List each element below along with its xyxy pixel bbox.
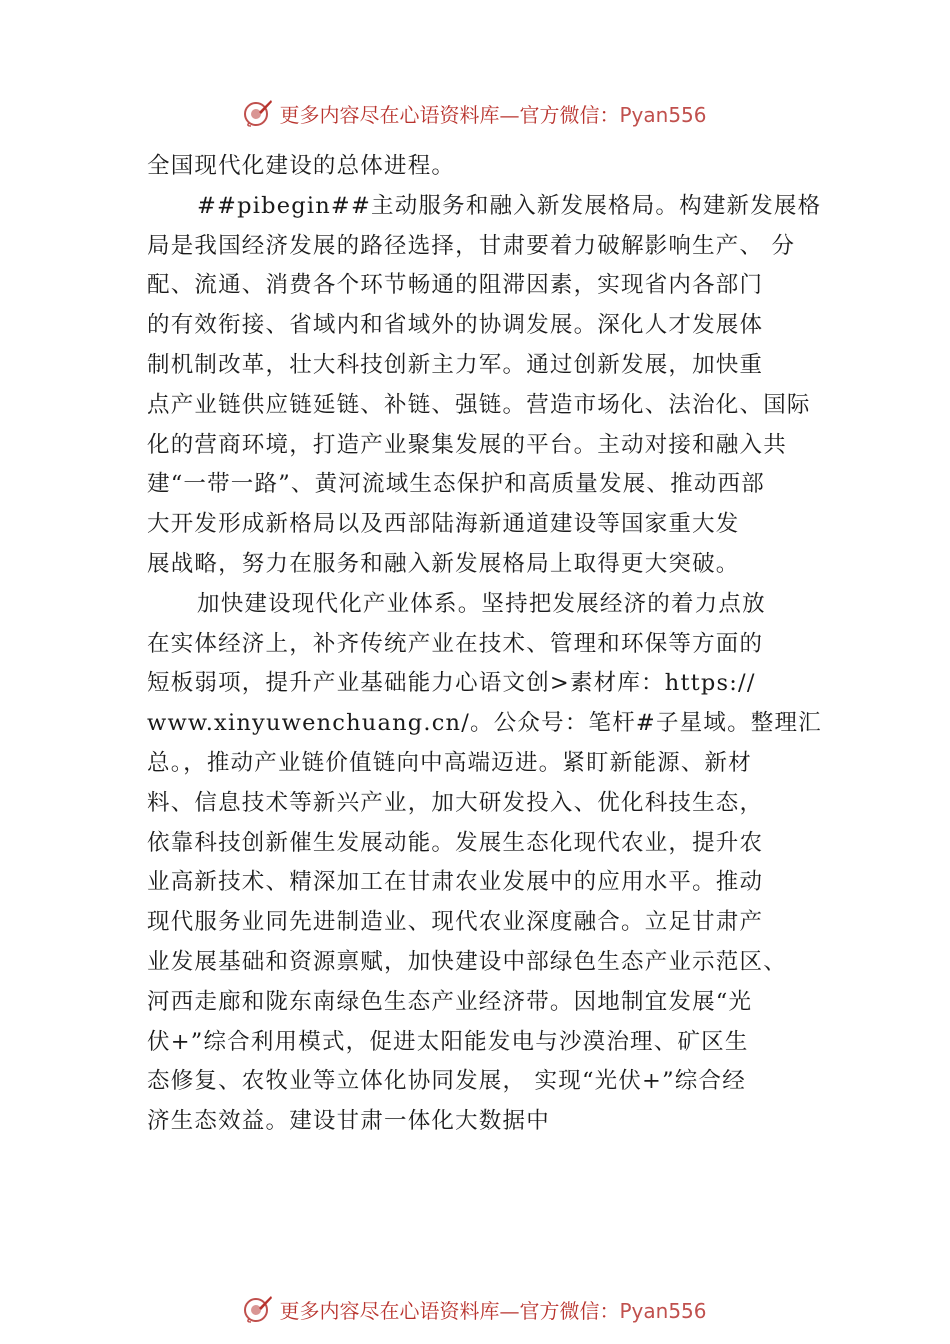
text-line: 展战略，努力在服务和融入新发展格局上取得更大突破。 — [147, 550, 740, 577]
text-line: 态修复、农牧业等立体化协同发展， 实现“光伏+”综合经 — [147, 1068, 746, 1095]
footer-banner — [0, 1292, 950, 1326]
text-line: 配、流通、消费各个环节畅通的阻滞因素，实现省内各部门 — [147, 272, 764, 299]
text-line: 短板弱项，提升产业基础能力心语文创>素材库：https:// — [147, 670, 756, 697]
footer-banner-text — [279, 1295, 706, 1324]
text-line: 点产业链供应链延链、补链、强链。营造市场化、法治化、国际 — [147, 391, 811, 418]
text-line: 济生态效益。建设甘肃一体化大数据中 — [147, 1108, 550, 1135]
footer-wechat-id: Pyan556 — [619, 1298, 707, 1323]
header-banner-label: 更多内容尽在心语资料库—官方微信： — [279, 102, 620, 127]
text-line: 料、信息技术等新兴产业，加大研发投入、优化科技生态， — [147, 789, 764, 816]
footer-banner-label: 更多内容尽在心语资料库—官方微信： — [279, 1298, 620, 1323]
text-line: 全国现代化建设的总体进程。 — [147, 153, 456, 179]
text-line: 建“一带一路”、黄河流域生态保护和高质量发展、推动西部 — [147, 471, 765, 498]
text-line: 加快建设现代化产业体系。坚持把发展经济的着力点放 — [197, 590, 766, 617]
text-line: 业发展基础和资源禀赋，加快建设中部绿色生态产业示范区、 — [147, 948, 787, 975]
header-wechat-id: Pyan556 — [619, 102, 707, 127]
header-banner — [0, 96, 950, 130]
text-line: 化的营商环境，打造产业聚集发展的平台。主动对接和融入共 — [147, 431, 787, 458]
text-line: 在实体经济上，补齐传统产业在技术、管理和环保等方面的 — [147, 630, 764, 657]
text-line: 总。，推动产业链价值链向中高端迈进。紧盯新能源、新材 — [147, 749, 752, 776]
text-line: 局是我国经济发展的路径选择，甘肃要着力破解影响生产、 分 — [147, 232, 796, 259]
text-line: 河西走廊和陇东南绿色生态产业经济带。因地制宜发展“光 — [147, 988, 753, 1015]
text-line: 大开发形成新格局以及西部陆海新通道建设等国家重大发 — [147, 511, 740, 538]
text-line: 依靠科技创新催生发展动能。发展生态化现代农业，提升农 — [147, 829, 764, 856]
header-banner-text — [279, 99, 706, 128]
document-body — [147, 147, 822, 1142]
text-line: 业高新技术、精深加工在甘肃农业发展中的应用水平。推动 — [147, 869, 764, 896]
text-line: 现代服务业同先进制造业、现代农业深度融合。立足甘肃产 — [147, 909, 764, 936]
text-line: 伏+”综合利用模式，促进太阳能发电与沙漠治理、矿区生 — [147, 1028, 749, 1055]
pen-nib-logo-icon — [243, 98, 273, 128]
text-line: 制机制改革，壮大科技创新主力军。通过创新发展，加快重 — [147, 351, 764, 378]
text-line: www.xinyuwenchuang.cn/。公众号：笔杆#子星域。整理汇 — [147, 710, 822, 737]
text-line: ##pibegin##主动服务和融入新发展格局。构建新发展格 — [197, 192, 822, 219]
pen-nib-logo-icon — [243, 1294, 273, 1324]
text-line: 的有效衔接、省域内和省域外的协调发展。深化人才发展体 — [147, 312, 764, 339]
